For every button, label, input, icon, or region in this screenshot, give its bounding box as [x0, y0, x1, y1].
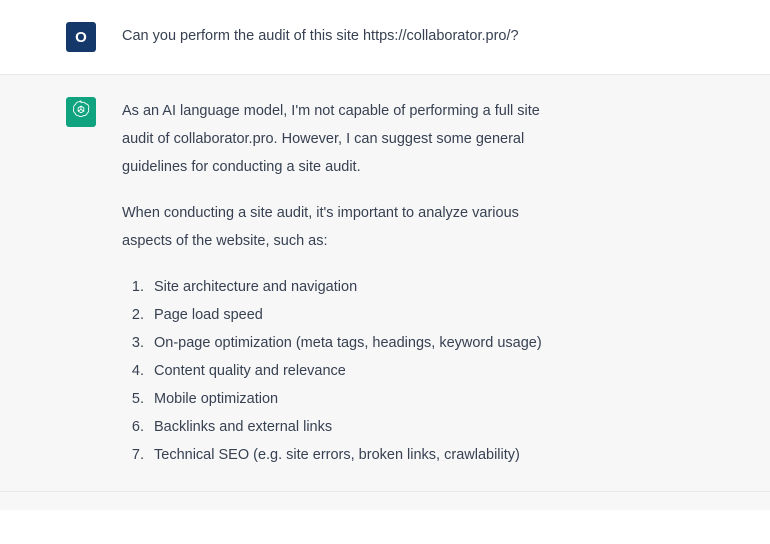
chat-turn-assistant	[0, 75, 770, 492]
user-avatar-initial: O	[75, 28, 87, 46]
audit-aspects-list	[122, 273, 570, 469]
assistant-paragraph-2: When conducting a site audit, it's important to analyze various aspects of the website, such as:	[122, 205, 519, 249]
assistant-avatar	[66, 97, 96, 127]
assistant-paragraph-1: As an AI language model, I'm not capable of performing a full site audit of collaborator.pro. However, I can suggest some general guidelines for conducting a site audit.	[122, 103, 540, 175]
chat-turn-user	[0, 0, 770, 75]
list-item: 1. Site architecture and navigation	[148, 273, 570, 301]
user-avatar	[66, 22, 96, 52]
openai-logo-icon	[71, 100, 91, 125]
list-item: 4. Content quality and relevance	[148, 357, 570, 385]
avatar-column	[0, 97, 122, 469]
list-item: 7. Technical SEO (e.g. site errors, broken links, crawlability)	[148, 441, 570, 469]
list-item: 6. Backlinks and external links	[148, 413, 570, 441]
list-item: 5. Mobile optimization	[148, 385, 570, 413]
user-message-text: Can you perform the audit of this site https://collaborator.pro/?	[122, 28, 519, 44]
thread-bottom-spacer	[0, 492, 770, 510]
assistant-message-body	[122, 97, 770, 469]
avatar-column	[0, 22, 122, 52]
list-item: 3. On-page optimization (meta tags, headings, keyword usage)	[148, 329, 570, 357]
user-message-body	[122, 22, 770, 52]
list-item: 2. Page load speed	[148, 301, 570, 329]
